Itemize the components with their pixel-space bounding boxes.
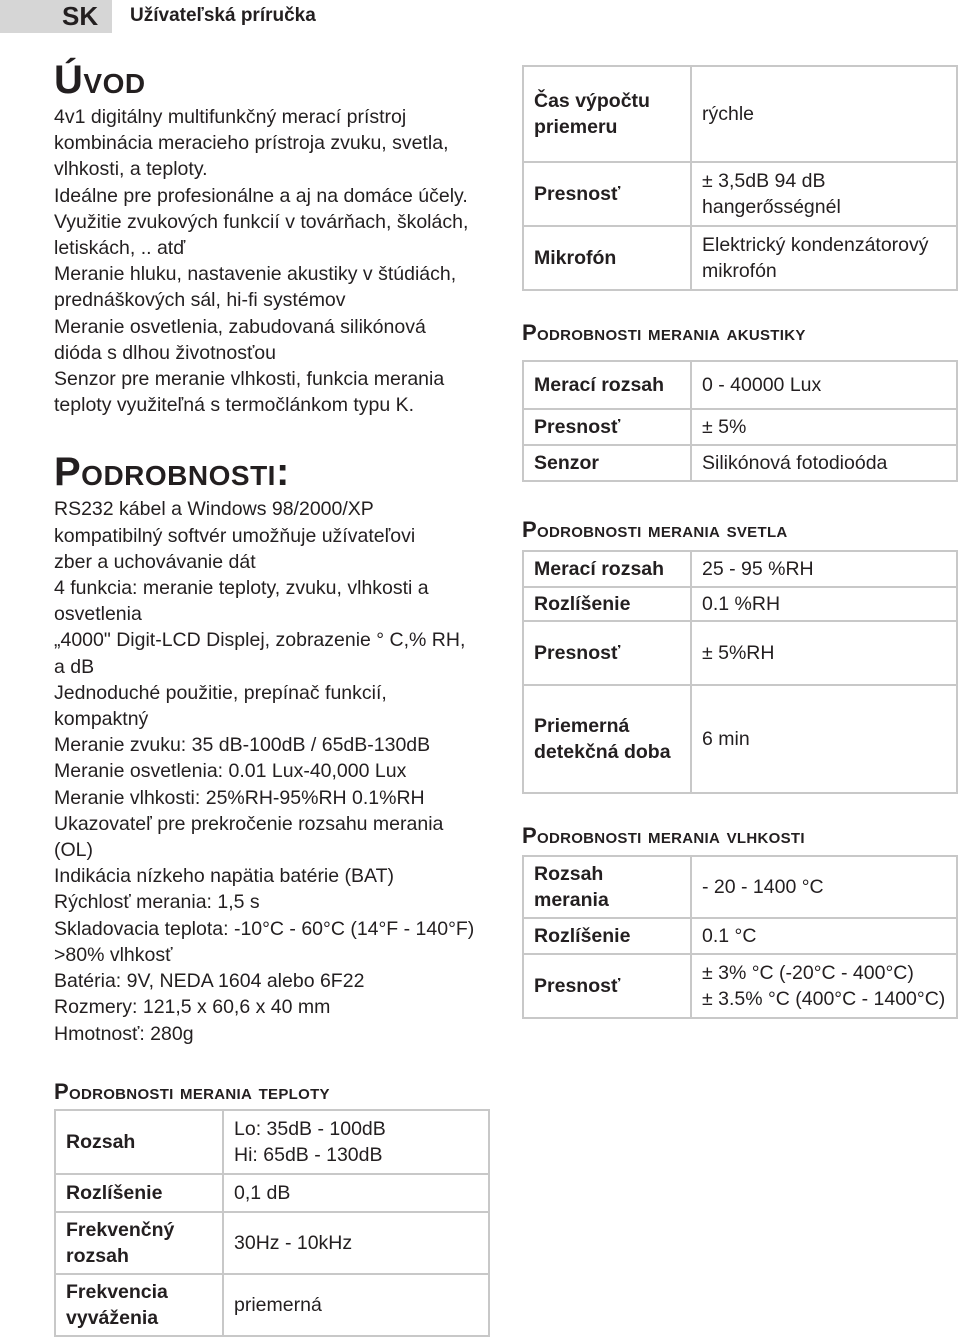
details-line: RS232 kábel a Windows 98/2000/XP <box>54 498 374 521</box>
row-value: Elektrický kondenzátorový mikrofón <box>691 226 957 290</box>
row-value: 0 - 40000 Lux <box>691 361 957 409</box>
details-line: zber a uchovávanie dát <box>54 550 256 573</box>
row-value: 25 - 95 %RH <box>691 551 957 587</box>
table-row <box>523 918 957 954</box>
details-text <box>54 496 494 1046</box>
row-value: priemerná <box>223 1274 489 1336</box>
table-row <box>523 856 957 918</box>
details-line: Jednoduché použitie, prepínač funkcií, <box>54 681 387 704</box>
details-line: (OL) <box>54 839 93 862</box>
intro-line: prednáškových sál, hi-fi systémov <box>54 289 346 312</box>
intro-heading: Úvod <box>54 58 146 102</box>
spec-table-temperature <box>54 1109 490 1337</box>
row-label: Mikrofón <box>523 226 691 290</box>
table-row <box>523 409 957 445</box>
spec-table-general <box>522 65 958 291</box>
row-value: Silikónová fotodioóda <box>691 445 957 481</box>
intro-text <box>54 104 494 418</box>
row-label: Rozsah <box>55 1110 223 1174</box>
intro-line: kombinácia meracieho prístroja zvuku, svetla, <box>54 132 449 155</box>
intro-line: letiskách, .. atď <box>54 237 186 260</box>
details-line: Meranie zvuku: 35 dB-100dB / 65dB-130dB <box>54 734 431 757</box>
intro-line: vlhkosti, a teploty. <box>54 158 208 181</box>
spec-table-humidity <box>522 855 958 1019</box>
table-row <box>523 162 957 226</box>
row-value: 0.1 °C <box>691 918 957 954</box>
language-badge: SK <box>0 0 112 33</box>
row-value: ± 5% <box>691 409 957 445</box>
details-line: 4 funkcia: meranie teploty, zvuku, vlhkosti a <box>54 577 429 600</box>
intro-line: 4v1 digitálny multifunkčný merací prístroj <box>54 106 407 128</box>
row-label: Presnosť <box>523 954 691 1018</box>
table-row <box>55 1212 489 1274</box>
spec-table-acoustic <box>522 360 958 482</box>
row-label: Frekvenčný rozsah <box>55 1212 223 1274</box>
details-line: Rozmery: 121,5 x 60,6 x 40 mm <box>54 996 331 1019</box>
table-row <box>523 954 957 1018</box>
row-label: Merací rozsah <box>523 551 691 587</box>
details-line: Meranie vlhkosti: 25%RH-95%RH 0.1%RH <box>54 786 425 809</box>
row-value: 6 min <box>691 685 957 793</box>
table-row <box>523 361 957 409</box>
details-line: kompatibilný softvér umožňuje užívateľovi <box>54 524 416 547</box>
details-line: Rýchlosť merania: 1,5 s <box>54 891 260 914</box>
row-label: Rozlíšenie <box>523 587 691 621</box>
intro-line: dióda s dlhou životnosťou <box>54 341 276 364</box>
humidity-heading: Podrobnosti merania vlhkosti <box>522 823 805 848</box>
details-line: osvetlenia <box>54 603 142 626</box>
details-line: Indikácia nízkeho napätia batérie (BAT) <box>54 865 394 888</box>
row-label: Frekvencia vyváženia <box>55 1274 223 1336</box>
table-row <box>55 1110 489 1174</box>
intro-line: Využitie zvukových funkcií v továrňach, školách, <box>54 210 469 233</box>
details-line: Hmotnosť: 280g <box>54 1022 194 1045</box>
left-column <box>54 60 494 1047</box>
table-row <box>523 621 957 685</box>
details-line: „4000" Digit-LCD Displej, zobrazenie ° C,% RH, <box>54 629 466 652</box>
row-label: Presnosť <box>523 621 691 685</box>
row-value: ± 3% °C (-20°C - 400°C) ± 3.5% °C (400°C - 1400°C) <box>691 954 957 1018</box>
row-value: 30Hz - 10kHz <box>223 1212 489 1274</box>
row-value: 0.1 %RH <box>691 587 957 621</box>
details-line: kompaktný <box>54 708 149 731</box>
row-label: Senzor <box>523 445 691 481</box>
table-row <box>523 226 957 290</box>
table-row <box>523 66 957 162</box>
row-value: 0,1 dB <box>223 1174 489 1212</box>
details-line: >80% vlhkosť <box>54 943 173 966</box>
table-row <box>523 587 957 621</box>
table-row <box>523 685 957 793</box>
row-value: ± 5%RH <box>691 621 957 685</box>
temperature-heading: Podrobnosti merania teploty <box>54 1079 330 1104</box>
manual-title: Užívateľská príručka <box>130 5 316 26</box>
details-line: Skladovacia teplota: -10°C - 60°C (14°F - 140°F) <box>54 917 475 940</box>
table-row <box>55 1174 489 1212</box>
row-label: Čas výpočtu priemeru <box>523 66 691 162</box>
intro-line: Ideálne pre profesionálne a aj na domáce účely. <box>54 184 468 207</box>
details-heading: Podrobnosti: <box>54 450 290 495</box>
row-value: Lo: 35dB - 100dB Hi: 65dB - 130dB <box>223 1110 489 1174</box>
details-line: Meranie osvetlenia: 0.01 Lux-40,000 Lux <box>54 760 407 783</box>
intro-line: teploty využiteľná s termočlánkom typu K. <box>54 394 415 417</box>
row-value: - 20 - 1400 °C <box>691 856 957 918</box>
acoustic-heading: Podrobnosti merania akustiky <box>522 320 806 345</box>
details-line: Batéria: 9V, NEDA 1604 alebo 6F22 <box>54 970 365 993</box>
light-heading: Podrobnosti merania svetla <box>522 517 788 542</box>
row-label: Rozlíšenie <box>55 1174 223 1212</box>
row-value: rýchle <box>691 66 957 162</box>
table-row <box>523 445 957 481</box>
intro-line: Meranie osvetlenia, zabudovaná silikónová <box>54 315 426 338</box>
row-label: Presnosť <box>523 162 691 226</box>
spec-table-light <box>522 550 958 794</box>
table-row <box>523 551 957 587</box>
row-label: Rozsah merania <box>523 856 691 918</box>
row-label: Merací rozsah <box>523 361 691 409</box>
table-row <box>55 1274 489 1336</box>
row-label: Presnosť <box>523 409 691 445</box>
details-line: Ukazovateľ pre prekročenie rozsahu merania <box>54 812 444 835</box>
details-line: a dB <box>54 655 95 678</box>
row-label: Rozlíšenie <box>523 918 691 954</box>
intro-line: Senzor pre meranie vlhkosti, funkcia merania <box>54 368 445 391</box>
intro-line: Meranie hluku, nastavenie akustiky v štúdiách, <box>54 263 457 286</box>
row-label: Priemerná detekčná doba <box>523 685 691 793</box>
row-value: ± 3,5dB 94 dB hangerősségnél <box>691 162 957 226</box>
